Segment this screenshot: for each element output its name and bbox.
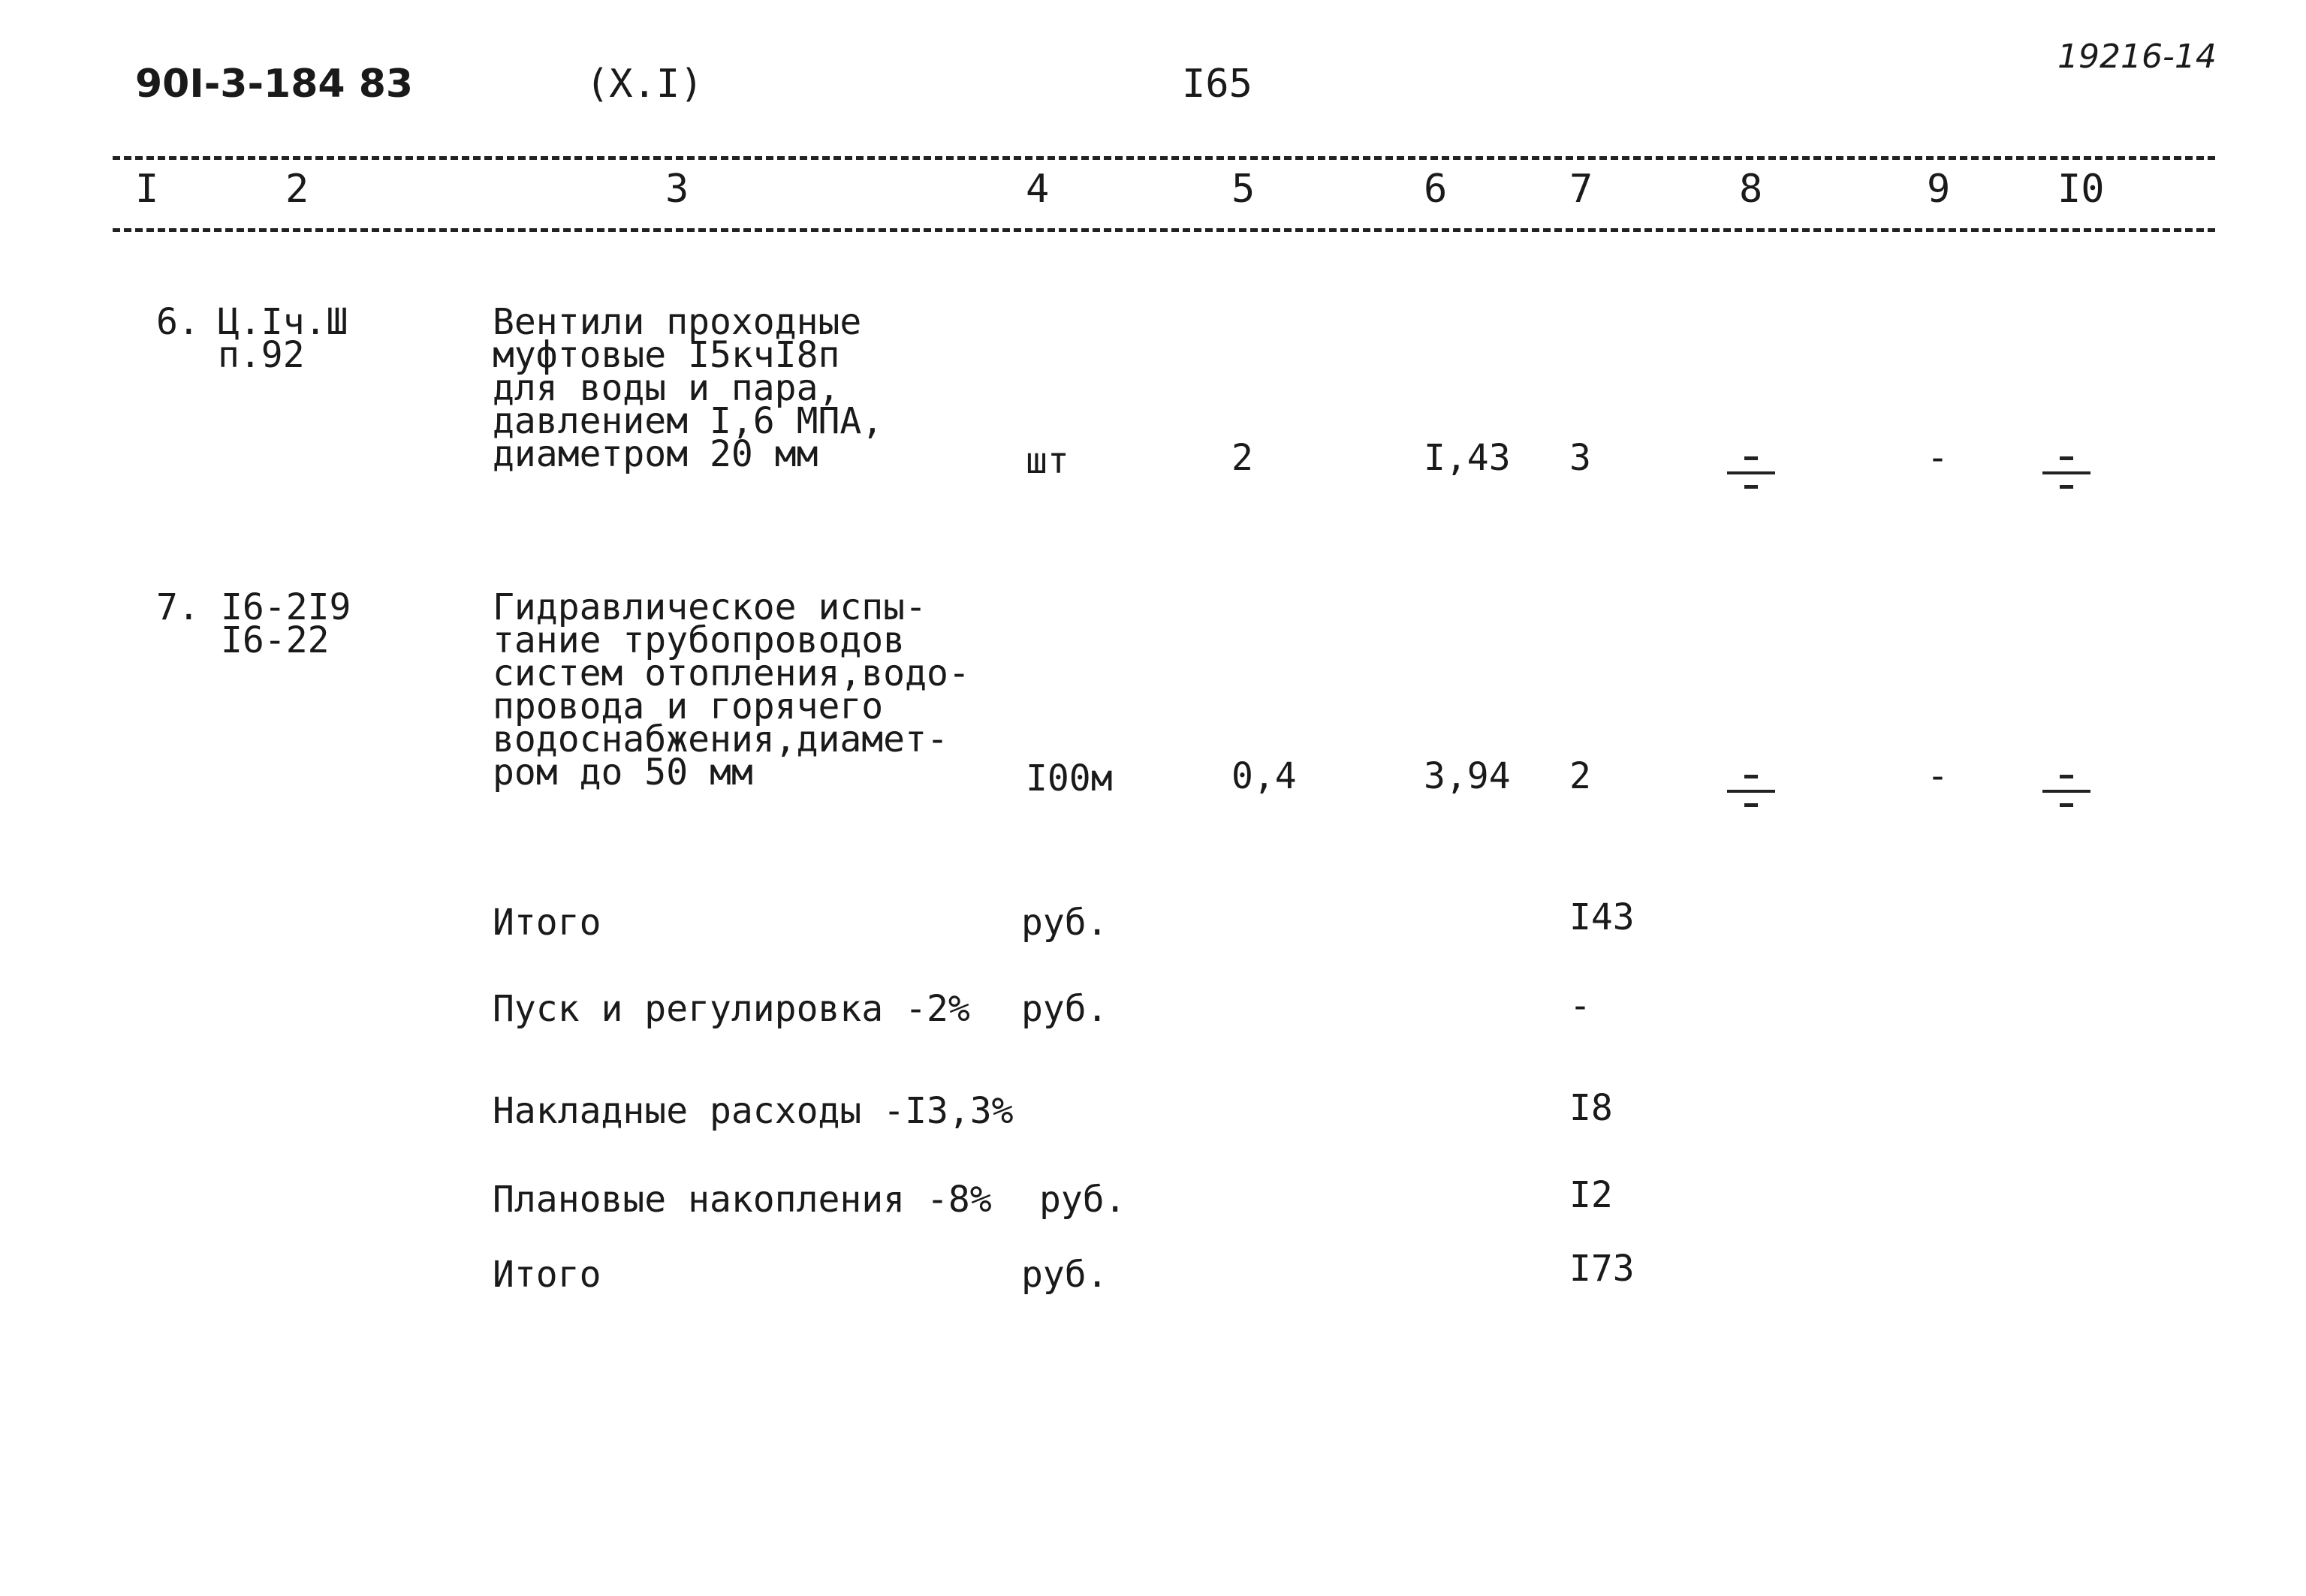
row-description-line: провода и горячего bbox=[493, 685, 884, 727]
header-rule-bottom bbox=[113, 228, 2215, 232]
summary-unit: руб. bbox=[1021, 1254, 1108, 1296]
row-description-line: систем отопления,водо- bbox=[493, 652, 970, 694]
ditto-mark-col10 bbox=[2042, 775, 2090, 809]
row-price: I,43 bbox=[1424, 437, 1511, 479]
row-description-line: муфтовые I5кчI8п bbox=[493, 334, 840, 376]
summary-unit: руб. bbox=[1039, 1179, 1126, 1221]
row-number: 7. bbox=[156, 586, 200, 628]
doc-code: 90I-3-184 83 bbox=[135, 62, 414, 107]
row-quantity: 0,4 bbox=[1231, 755, 1297, 797]
column-header-4: 4 bbox=[1026, 167, 1050, 212]
ditto-mark-col8 bbox=[1727, 456, 1775, 491]
summary-value: I2 bbox=[1569, 1174, 1613, 1216]
row-total: 3 bbox=[1569, 437, 1591, 479]
summary-value: - bbox=[1569, 985, 1591, 1027]
row-code-line: Ц.Iч.Ш bbox=[218, 301, 348, 343]
row-description-line: Гидравлическое испы- bbox=[493, 586, 927, 628]
summary-unit: руб. bbox=[1021, 988, 1108, 1030]
ditto-mark-col10 bbox=[2042, 456, 2090, 491]
row-unit: I00м bbox=[1026, 757, 1113, 800]
row-description-line: давлением I,6 МПА, bbox=[493, 400, 884, 442]
column-header-8: 8 bbox=[1739, 167, 1763, 212]
row-description-line: Вентили проходные bbox=[493, 301, 862, 343]
summary-label: Итого bbox=[493, 902, 601, 944]
column-header-5: 5 bbox=[1231, 167, 1255, 212]
summary-label: Итого bbox=[493, 1254, 601, 1296]
column-header-3: 3 bbox=[665, 167, 689, 212]
column-header-1: I bbox=[135, 167, 159, 212]
row-total: 2 bbox=[1569, 755, 1591, 797]
row-description-line: диаметром 20 мм bbox=[493, 433, 818, 475]
row-number: 6. bbox=[156, 301, 200, 343]
ditto-mark-col8 bbox=[1727, 775, 1775, 809]
column-header-6: 6 bbox=[1424, 167, 1448, 212]
row-code-line: п.92 bbox=[218, 334, 305, 376]
row-description-line: ром до 50 мм bbox=[493, 751, 753, 793]
row-quantity: 2 bbox=[1231, 437, 1253, 479]
row-description-line: тание трубопроводов bbox=[493, 619, 906, 661]
row-code-line: I6-2I9 bbox=[221, 586, 351, 628]
page-number: I65 bbox=[1182, 62, 1252, 107]
summary-label: Пуск и регулировка -2% bbox=[493, 988, 970, 1030]
summary-value: I43 bbox=[1569, 896, 1635, 938]
column-header-7: 7 bbox=[1569, 167, 1593, 212]
summary-unit: руб. bbox=[1021, 902, 1108, 944]
column-header-10: I0 bbox=[2057, 167, 2105, 212]
row-unit: шт bbox=[1026, 440, 1069, 482]
row-col9: - bbox=[1927, 755, 1949, 797]
summary-label: Плановые накопления -8% bbox=[493, 1179, 992, 1221]
archive-number: 19216-14 bbox=[2057, 38, 2217, 76]
row-price: 3,94 bbox=[1424, 755, 1511, 797]
row-col9: - bbox=[1927, 437, 1949, 479]
section-code: (X.I) bbox=[586, 62, 704, 107]
column-header-2: 2 bbox=[285, 167, 309, 212]
summary-label: Накладные расходы -I3,3% bbox=[493, 1090, 1014, 1132]
row-description-line: водоснабжения,диамет- bbox=[493, 718, 948, 760]
summary-value: I8 bbox=[1569, 1087, 1613, 1129]
summary-value: I73 bbox=[1569, 1248, 1635, 1290]
column-header-9: 9 bbox=[1927, 167, 1951, 212]
header-rule-top bbox=[113, 156, 2215, 160]
row-code-line: I6-22 bbox=[221, 619, 330, 661]
row-description-line: для воды и пара, bbox=[493, 367, 840, 409]
